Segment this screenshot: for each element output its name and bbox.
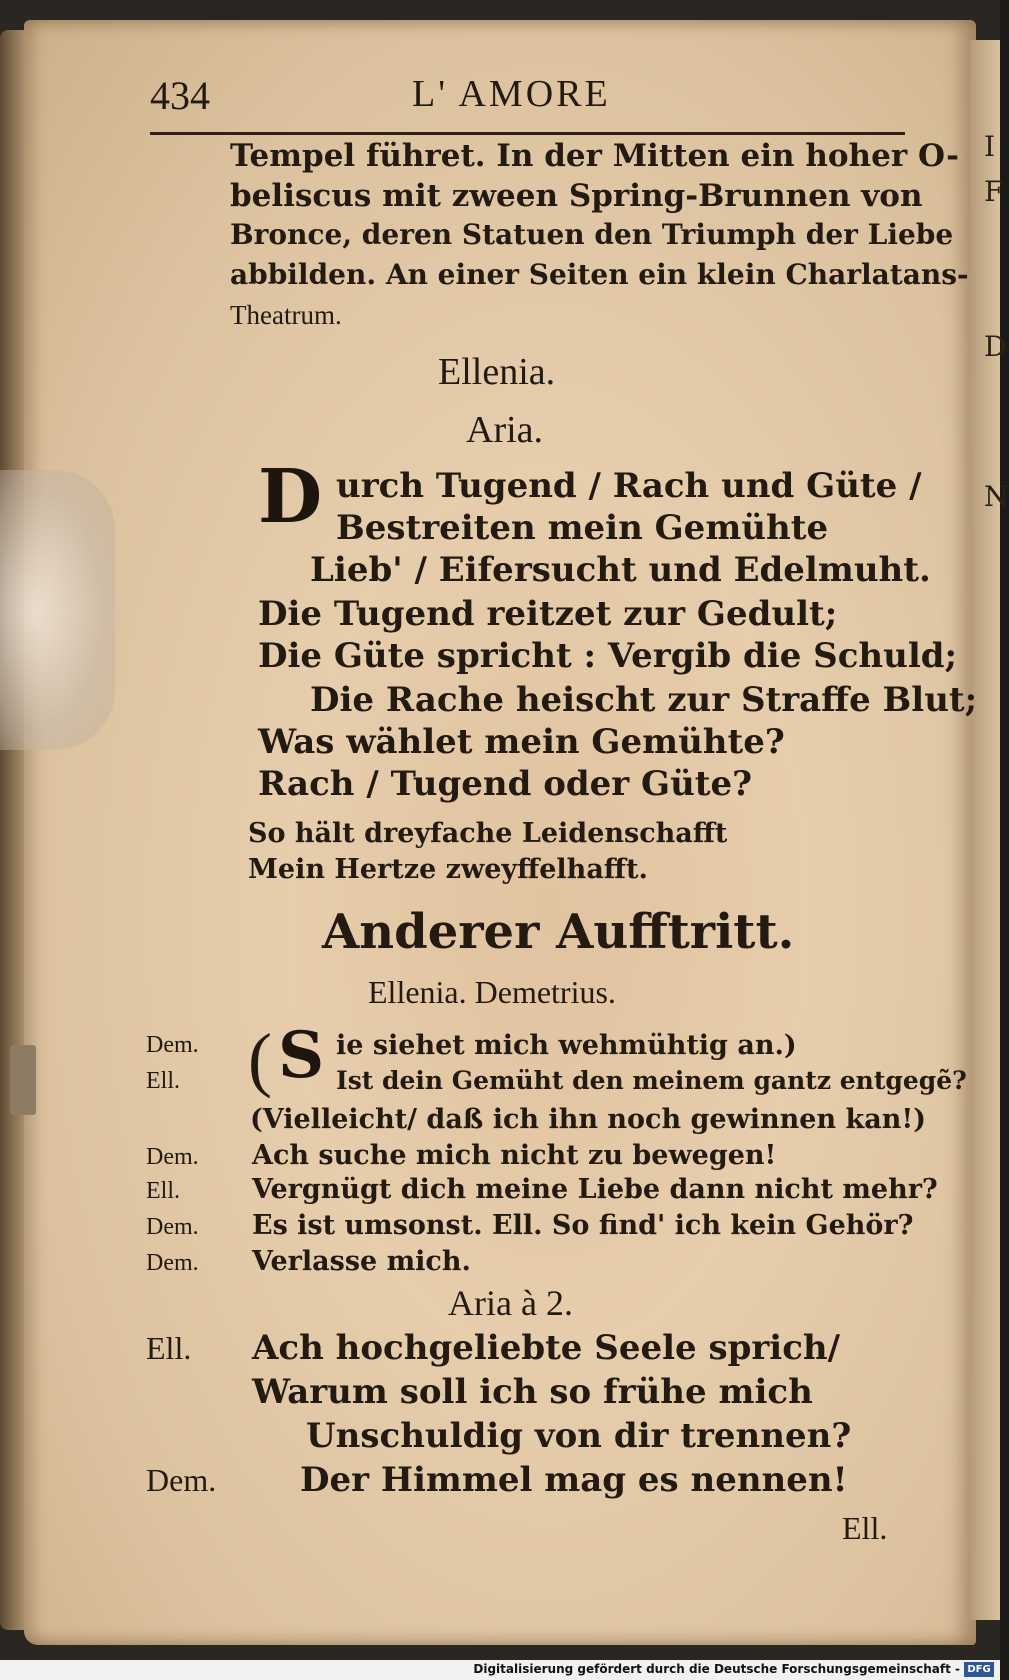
aria-line: Die Tugend reitzet zur Gedult; [258,594,838,634]
stage-direction-line: abbilden. An einer Seiten ein klein Charlatans- [230,258,969,291]
drop-cap: D [258,454,323,540]
aria-line: Was wählet mein Gemühte? [258,722,785,762]
finger-shadow [0,470,115,750]
aria-line: Bestreiten mein Gemühte [336,508,829,548]
aria-line: Die Güte spricht : Vergib die Schuld; [258,636,958,676]
page-number: 434 [150,73,210,118]
facing-page-letter: I [984,130,996,163]
duet-line: Ach hochgeliebte Seele sprich/ [252,1328,841,1368]
speaker-label: Ell. [146,1330,192,1366]
character-heading: Ellenia. [438,351,556,393]
facing-page-letter: N [984,480,1009,513]
dfg-logo: DFG [964,1662,994,1677]
dialogue-line: Ist dein Gemüht den meinem gantz entgegẽ? [336,1066,967,1095]
stage-direction-line: Theatrum. [230,300,342,330]
aria-line: Lieb' / Eifersucht und Edelmuht. [310,550,931,590]
aria-line: Die Rache heischt zur Straffe Blut; [310,680,978,720]
scene-characters: Ellenia. Demetrius. [368,974,616,1010]
closing-line: Mein Hertze zweyffelhafft. [248,854,648,885]
aria-heading: Aria. [466,409,544,451]
dialogue-line: Vergnügt dich meine Liebe dann nicht mehr? [252,1174,938,1205]
dialogue-line: Es ist umsonst. Ell. So find' ich kein Gehör? [252,1210,914,1241]
facing-page-strip [970,40,1000,1620]
facing-page-letter: F [984,175,1004,208]
drop-cap: S [278,1018,325,1093]
catchword: Ell. [842,1510,888,1546]
speaker-label: Dem. [146,1144,199,1170]
dialogue-line: Verlasse mich. [252,1246,471,1277]
speaker-label: Ell. [146,1178,180,1204]
aria-heading: Aria à 2. [448,1283,573,1323]
speaker-label: Dem. [146,1032,199,1058]
speaker-label: Dem. [146,1250,199,1276]
speaker-label: Ell. [146,1068,180,1094]
stage-direction-line: Tempel führet. In der Mitten ein hoher O- [230,138,959,174]
speaker-label: Dem. [146,1214,199,1240]
duet-line: Der Himmel mag es nennen! [300,1460,848,1500]
dialogue-line: Ach suche mich nicht zu bewegen! [252,1140,777,1171]
stage-direction-line: beliscus mit zween Spring-Brunnen von [230,178,923,214]
aria-line: Rach / Tugend oder Güte? [258,764,753,804]
dialogue-line: (Vielleicht/ daß ich ihn noch gewinnen kan!) [250,1104,926,1135]
aria-line: urch Tugend / Rach und Güte / [336,466,922,506]
duet-line: Unschuldig von dir trennen? [306,1416,852,1456]
facing-page-letter: D [984,330,1007,363]
duet-line: Warum soll ich so frühe mich [252,1372,813,1412]
binding-clip [10,1045,36,1115]
scene-title: Anderer Aufftritt. [322,904,795,960]
footer-credit: Digitalisierung gefördert durch die Deutsche Forschungsgemeinschaft - [473,1662,960,1676]
running-head: L' AMORE [412,73,611,115]
closing-line: So hält dreyfache Leidenschafft [248,818,728,849]
dialogue-line: ie siehet mich wehmühtig an.) [336,1030,797,1061]
header-rule [150,132,905,135]
stage-direction-line: Bronce, deren Statuen den Triumph der Liebe [230,218,954,251]
open-parenthesis: ( [248,1019,272,1099]
speaker-label: Dem. [146,1462,217,1498]
